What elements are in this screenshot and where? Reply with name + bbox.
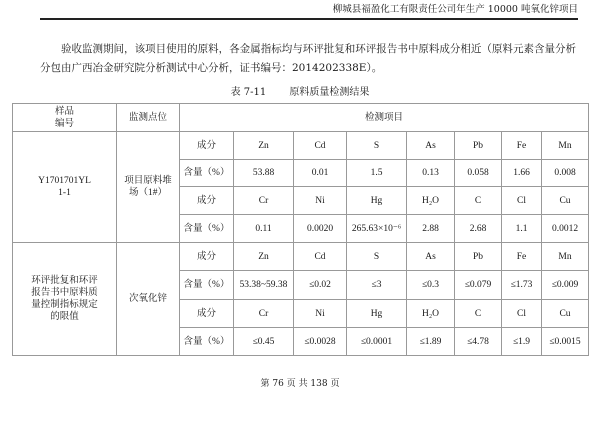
table-header-row [13, 104, 589, 132]
value-cell: ≤0.0028 [294, 328, 347, 356]
value-cell: Cr [234, 187, 294, 215]
sample-id-cell: 环评批复和环评 报告书中原料质 量控制指标规定 的限值 [13, 243, 117, 356]
value-cell: Cd [294, 243, 347, 271]
value-cell: Cu [542, 300, 589, 328]
value-cell: 0.0020 [294, 215, 347, 243]
value-cell: 53.38~59.38 [234, 271, 294, 300]
header-monitoring-point: 监测点位 [117, 104, 180, 132]
value-cell: ≤0.0015 [542, 328, 589, 356]
row-label-cell: 成分 [180, 300, 234, 328]
row-label-cell: 含量（%） [180, 328, 234, 356]
value-cell: Cl [502, 300, 542, 328]
value-cell: 0.008 [542, 160, 589, 187]
value-cell: Pb [455, 243, 502, 271]
body-paragraph: 验收监测期间，该项目使用的原料，各金属指标均与环评批复和环评报告书中原料成分相近（原料元素含量分析分包由广西冶金研究院分析测试中心分析，证书编号：2014202338E）。 [40, 43, 576, 74]
value-cell: Pb [455, 132, 502, 160]
value-cell: Ni [294, 300, 347, 328]
table-caption [0, 86, 600, 100]
value-cell: ≤4.78 [455, 328, 502, 356]
running-header: 柳城县福盈化工有限责任公司年生产 10000 吨氧化锌项目 [332, 4, 578, 15]
value-cell: S [347, 243, 407, 271]
value-cell: Hg [347, 300, 407, 328]
page-footer: 第 76 页 共 138 页 [260, 379, 340, 389]
value-cell: 53.88 [234, 160, 294, 187]
value-cell: Mn [542, 243, 589, 271]
value-cell: C [455, 187, 502, 215]
value-cell: 265.63×10⁻⁶ [347, 215, 407, 243]
table-title: 原料质量检测结果 [289, 87, 370, 98]
value-cell: Mn [542, 132, 589, 160]
table-row [13, 132, 589, 160]
row-label-cell: 成分 [180, 132, 234, 160]
value-cell: 0.01 [294, 160, 347, 187]
value-cell: Zn [234, 243, 294, 271]
header-divider [40, 18, 578, 20]
row-label-cell: 含量（%） [180, 160, 234, 187]
value-cell: 0.058 [455, 160, 502, 187]
value-cell: Zn [234, 132, 294, 160]
value-cell: 0.13 [407, 160, 455, 187]
value-cell: Cu [542, 187, 589, 215]
value-cell: As [407, 243, 455, 271]
value-cell: ≤1.9 [502, 328, 542, 356]
value-cell: 2.68 [455, 215, 502, 243]
value-cell: C [455, 300, 502, 328]
value-cell: ≤1.89 [407, 328, 455, 356]
value-cell: H₂O [407, 187, 455, 215]
row-label-cell: 含量（%） [180, 271, 234, 300]
value-cell: ≤0.45 [234, 328, 294, 356]
value-cell: ≤0.009 [542, 271, 589, 300]
value-cell: ≤0.3 [407, 271, 455, 300]
value-cell: Fe [502, 132, 542, 160]
value-cell: 0.11 [234, 215, 294, 243]
value-cell: 2.88 [407, 215, 455, 243]
table-number: 表 7-11 [230, 87, 267, 98]
sample1-group [13, 132, 589, 243]
header-test-items: 检测项目 [180, 104, 589, 132]
value-cell: 1.1 [502, 215, 542, 243]
table-row [13, 243, 589, 271]
value-cell: H₂O [407, 300, 455, 328]
monitoring-point-cell: 项目原料堆 场（1#） [117, 132, 180, 243]
value-cell: Ni [294, 187, 347, 215]
value-cell: ≤0.079 [455, 271, 502, 300]
value-cell: Hg [347, 187, 407, 215]
value-cell: 1.66 [502, 160, 542, 187]
value-cell: 0.0012 [542, 215, 589, 243]
value-cell: 1.5 [347, 160, 407, 187]
header-sample-id: 样品 编号 [13, 104, 117, 132]
value-cell: S [347, 132, 407, 160]
monitoring-point-cell: 次氧化锌 [117, 243, 180, 356]
value-cell: ≤3 [347, 271, 407, 300]
sample2-group [13, 243, 589, 356]
value-cell: Cd [294, 132, 347, 160]
value-cell: Fe [502, 243, 542, 271]
row-label-cell: 成分 [180, 187, 234, 215]
row-label-cell: 含量（%） [180, 215, 234, 243]
value-cell: ≤0.02 [294, 271, 347, 300]
value-cell: Cr [234, 300, 294, 328]
value-cell: ≤0.0001 [347, 328, 407, 356]
row-label-cell: 成分 [180, 243, 234, 271]
value-cell: As [407, 132, 455, 160]
value-cell: Cl [502, 187, 542, 215]
value-cell: ≤1.73 [502, 271, 542, 300]
results-table [12, 103, 589, 356]
sample-id-cell: Y1701701YL 1-1 [13, 132, 117, 243]
